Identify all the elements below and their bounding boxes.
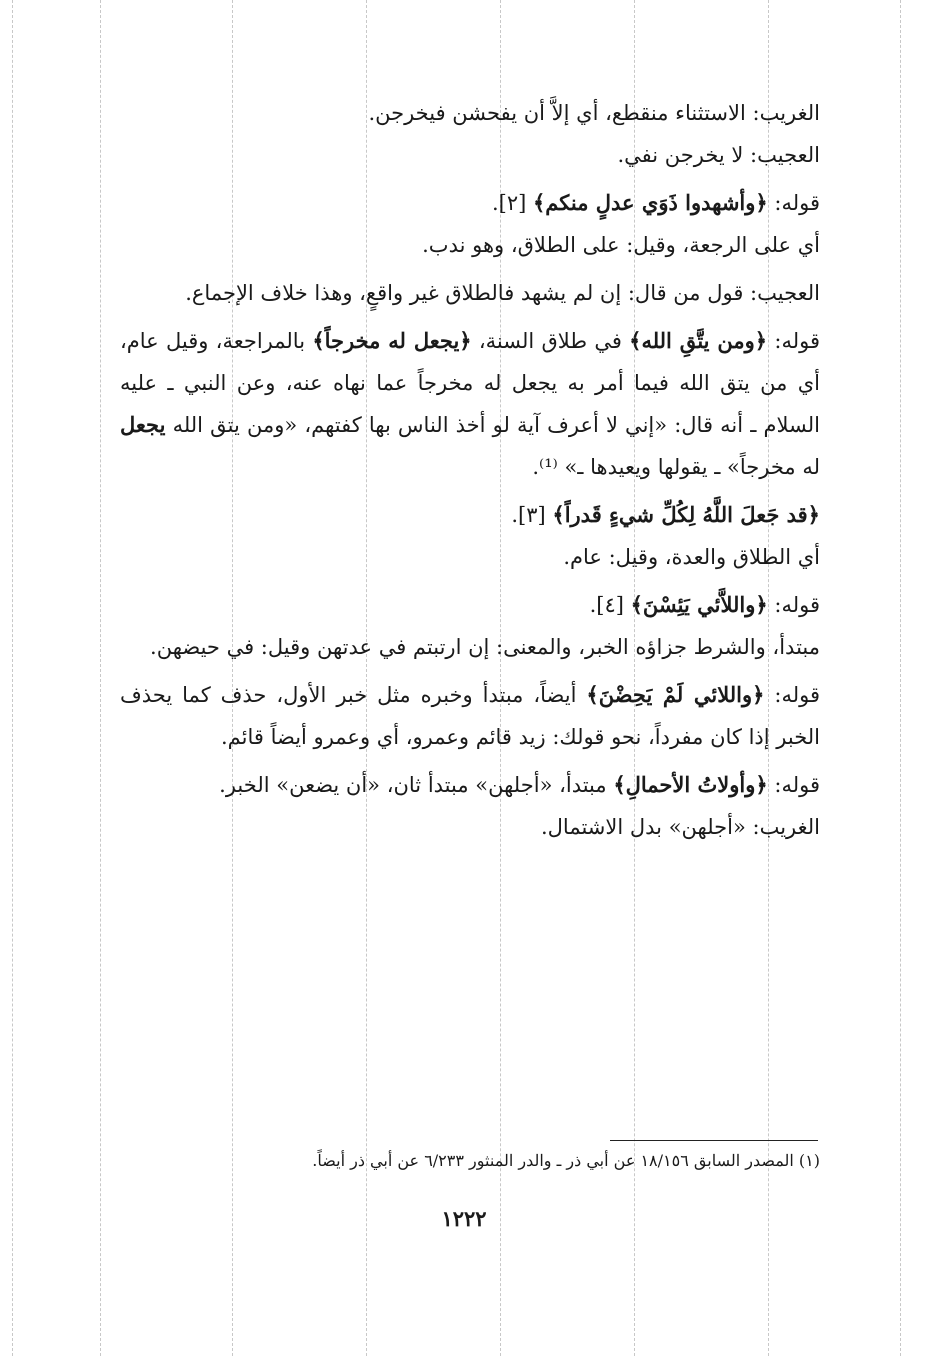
paragraph-text: مبتدأ، والشرط جزاؤه الخبر، والمعنى: إن ارتبتم في عدتهن وقيل: في حيضهن. — [150, 635, 820, 659]
paragraph-text: العجيب: قول من قال: إن لم يشهد فالطلاق غير واقعٍ، وهذا خلاف الإجماع. — [185, 281, 820, 305]
paragraph-text: [٣]. — [511, 503, 553, 527]
scan-guide-line — [100, 0, 101, 1356]
paragraph-text: له مخرجاً» ـ يقولها ويعيدها ـ» ⁽¹⁾. — [532, 455, 820, 479]
quran-quote: ﴿قد جَعلَ اللَّهُ لِكُلِّ شيءٍ قَدراً﴾ — [552, 502, 820, 527]
paragraph — [120, 626, 820, 668]
quran-quote: يجعل — [120, 412, 166, 437]
paragraph-text: قوله: — [767, 773, 820, 797]
paragraph-text: العجيب: لا يخرجن نفي. — [617, 143, 820, 167]
paragraph-text: [٤]. — [589, 593, 631, 617]
paragraph — [120, 536, 820, 578]
paragraph — [120, 182, 820, 224]
paragraph-text: قوله: — [767, 191, 820, 215]
paragraph-text: قوله: — [767, 593, 820, 617]
scan-guide-line — [12, 0, 13, 1356]
paragraph-text: [٢]. — [491, 191, 533, 215]
footnote-separator — [610, 1140, 818, 1141]
quran-quote: ﴿يجعل له مخرجاً﴾ — [312, 328, 472, 353]
footnote: (١) المصدر السابق ١٨/١٥٦ عن أبي ذر ـ والدر المنثور ٦/٢٣٣ عن أبي ذر أيضاً. — [312, 1151, 820, 1170]
paragraph-text: أي على الرجعة، وقيل: على الطلاق، وهو ندب. — [422, 233, 820, 257]
paragraph — [120, 674, 820, 758]
paragraph-text: قوله: — [764, 683, 820, 707]
quran-quote: ﴿ومن يتَّقِ الله﴾ — [629, 328, 768, 353]
paragraph-text: الغريب: الاستثناء منقطع، أي إلاَّ أن يفحشن فيخرجن. — [368, 101, 820, 125]
main-text-body — [120, 92, 820, 848]
paragraph — [120, 272, 820, 314]
paragraph — [120, 584, 820, 626]
paragraph — [120, 320, 820, 488]
paragraph-text: أي الطلاق والعدة، وقيل: عام. — [563, 545, 820, 569]
quran-quote: ﴿وأشهدوا ذَوَي عدلٍ منكم﴾ — [533, 190, 768, 215]
paragraph — [120, 224, 820, 266]
quran-quote: ﴿واللائي لَمْ يَحِضْنَ﴾ — [586, 682, 765, 707]
scan-guide-line — [900, 0, 901, 1356]
paragraph — [120, 764, 820, 806]
paragraph — [120, 92, 820, 134]
paragraph — [120, 494, 820, 536]
page-number: ١٢٢٢ — [441, 1206, 487, 1231]
paragraph — [120, 806, 820, 848]
paragraph-text: قوله: — [767, 329, 820, 353]
paragraph-text: أيضاً، مبتدأ وخبره مثل خبر الأول، حذف كما يحذف الخبر إذا كان مفرداً، نحو قولك: زيد قائم وعمرو، أي وعمرو أيضاً قائم. — [120, 683, 820, 749]
paragraph — [120, 134, 820, 176]
quran-quote: ﴿واللاَّئي يَئِسْنَ﴾ — [630, 592, 768, 617]
paragraph-text: مبتدأ، «أجلهن» مبتدأ ثان، «أن يضعن» الخبر. — [219, 773, 614, 797]
quran-quote: ﴿وأولاتُ الأحمالِ﴾ — [613, 772, 768, 797]
paragraph-text: في طلاق السنة، — [471, 329, 630, 353]
paragraph-text: بالمراجعة، وقيل عام، أي من يتق الله فيما أمر به يجعل له مخرجاً عما نهاه عنه، وعن النبي ـ عليه السلام ـ أنه قال: «إني لا أعرف آية لو أخذ الناس بها كفتهم، «ومن يتق الله — [120, 329, 820, 437]
paragraph-text: الغريب: «أجلهن» بدل الاشتمال. — [541, 815, 820, 839]
